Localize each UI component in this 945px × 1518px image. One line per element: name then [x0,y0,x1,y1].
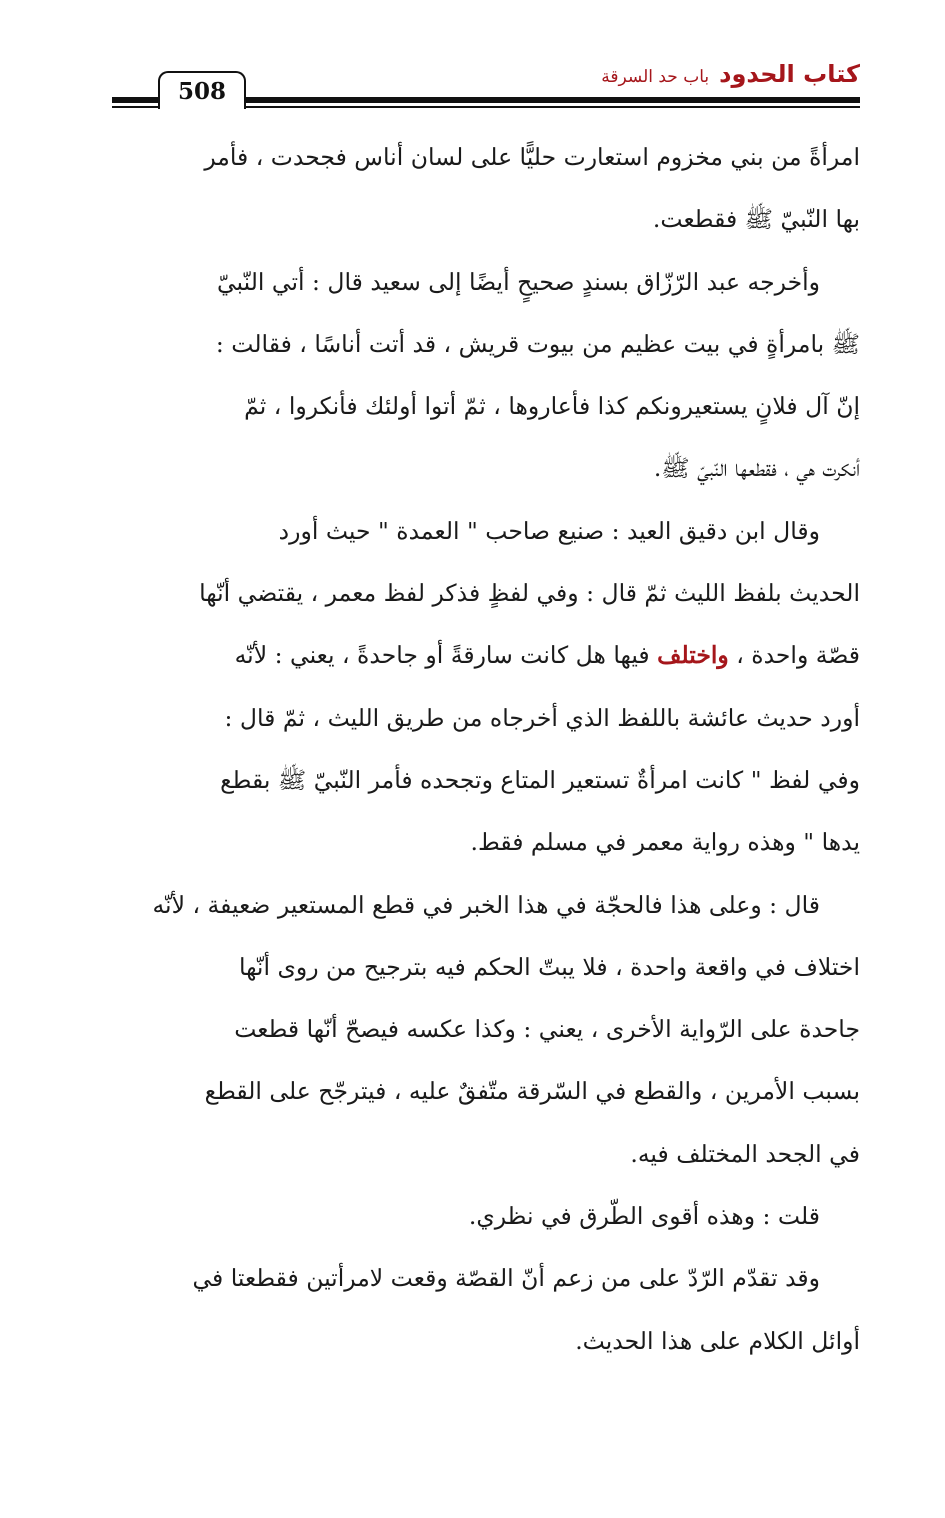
paragraph-4 [112,874,860,1185]
page-body [112,126,860,1372]
text-line: بها النّبيّ ﷺ فقطعت. [652,205,860,234]
page-header [112,50,860,110]
text-line: يدها " وهذه رواية معمر في مسلم فقط. [470,828,860,857]
text-line: أنكرت هي ، فقطعها النّبيّ ﷺ. [653,454,860,483]
paragraph-6 [112,1247,860,1372]
header-titles [601,60,860,88]
text-line: قال : وعلى هذا فالحجّة في هذا الخبر في قطع المستعير ضعيفة ، لأنّه [152,890,820,919]
text-line: الحديث بلفظ الليث ثمّ قال : وفي لفظٍ فذكر لفظ معمر ، يقتضي أنّها [199,579,860,608]
text-line: جاحدة على الرّواية الأخرى ، يعني : وكذا عكسه فيصحّ أنّها قطعت [234,1015,860,1044]
text-line: إنّ آل فلانٍ يستعيرونكم كذا فأعاروها ، ثمّ أتوا أولئك فأنكروا ، ثمّ [244,392,860,421]
text-line: وقد تقدّم الرّدّ على من زعم أنّ القصّة وقعت لامرأتين فقطعتا في [192,1264,820,1293]
text-segment: قصّة واحدة ، [728,641,860,670]
text-line: ﷺ بامرأةٍ في بيت عظيم من بيوت قريش ، قد أتت أناسًا ، فقالت : [215,329,860,358]
chapter-title: باب حد السرقة [601,67,710,87]
text-line [112,624,860,686]
paragraph-2 [112,251,860,500]
text-line: اختلاف في واقعة واحدة ، فلا يبتّ الحكم فيه بترجيح من روى أنّها [238,952,860,981]
highlighted-word: واختلف [657,641,729,670]
text-line: وفي لفظ " كانت امرأةٌ تستعير المتاع وتجحده فأمر النّبيّ ﷺ بقطع [220,765,860,794]
text-line: أوائل الكلام على هذا الحديث. [575,1326,860,1355]
page-number: 508 [158,71,246,109]
text-line: امرأةً من بني مخزوم استعارت حليًّا على لسان أناس فجحدت ، فأمر [204,143,860,171]
text-segment: فيها هل كانت سارقةً أو جاحدةً ، يعني : لأنّه [234,641,658,670]
text-line: وقال ابن دقيق العيد : صنيع صاحب " العمدة " حيث أورد [278,516,820,545]
text-line: بسبب الأمرين ، والقطع في السّرقة متّفقٌ عليه ، فيترجّح على القطع [204,1077,860,1106]
text-line: وأخرجه عبد الرّزّاق بسندٍ صحيحٍ أيضًا إلى سعيد قال : أتي النّبيّ [216,267,820,296]
text-line: أورد حديث عائشة باللفظ الذي أخرجاه من طريق الليث ، ثمّ قال : [224,703,860,732]
book-title: كتاب الحدود [719,60,860,88]
paragraph-3 [112,500,860,874]
paragraph-5 [112,1185,860,1247]
text-line: قلت : وهذه أقوى الطّرق في نظري. [468,1202,820,1231]
paragraph-1 [112,126,860,251]
text-line: في الجحد المختلف فيه. [630,1139,860,1168]
